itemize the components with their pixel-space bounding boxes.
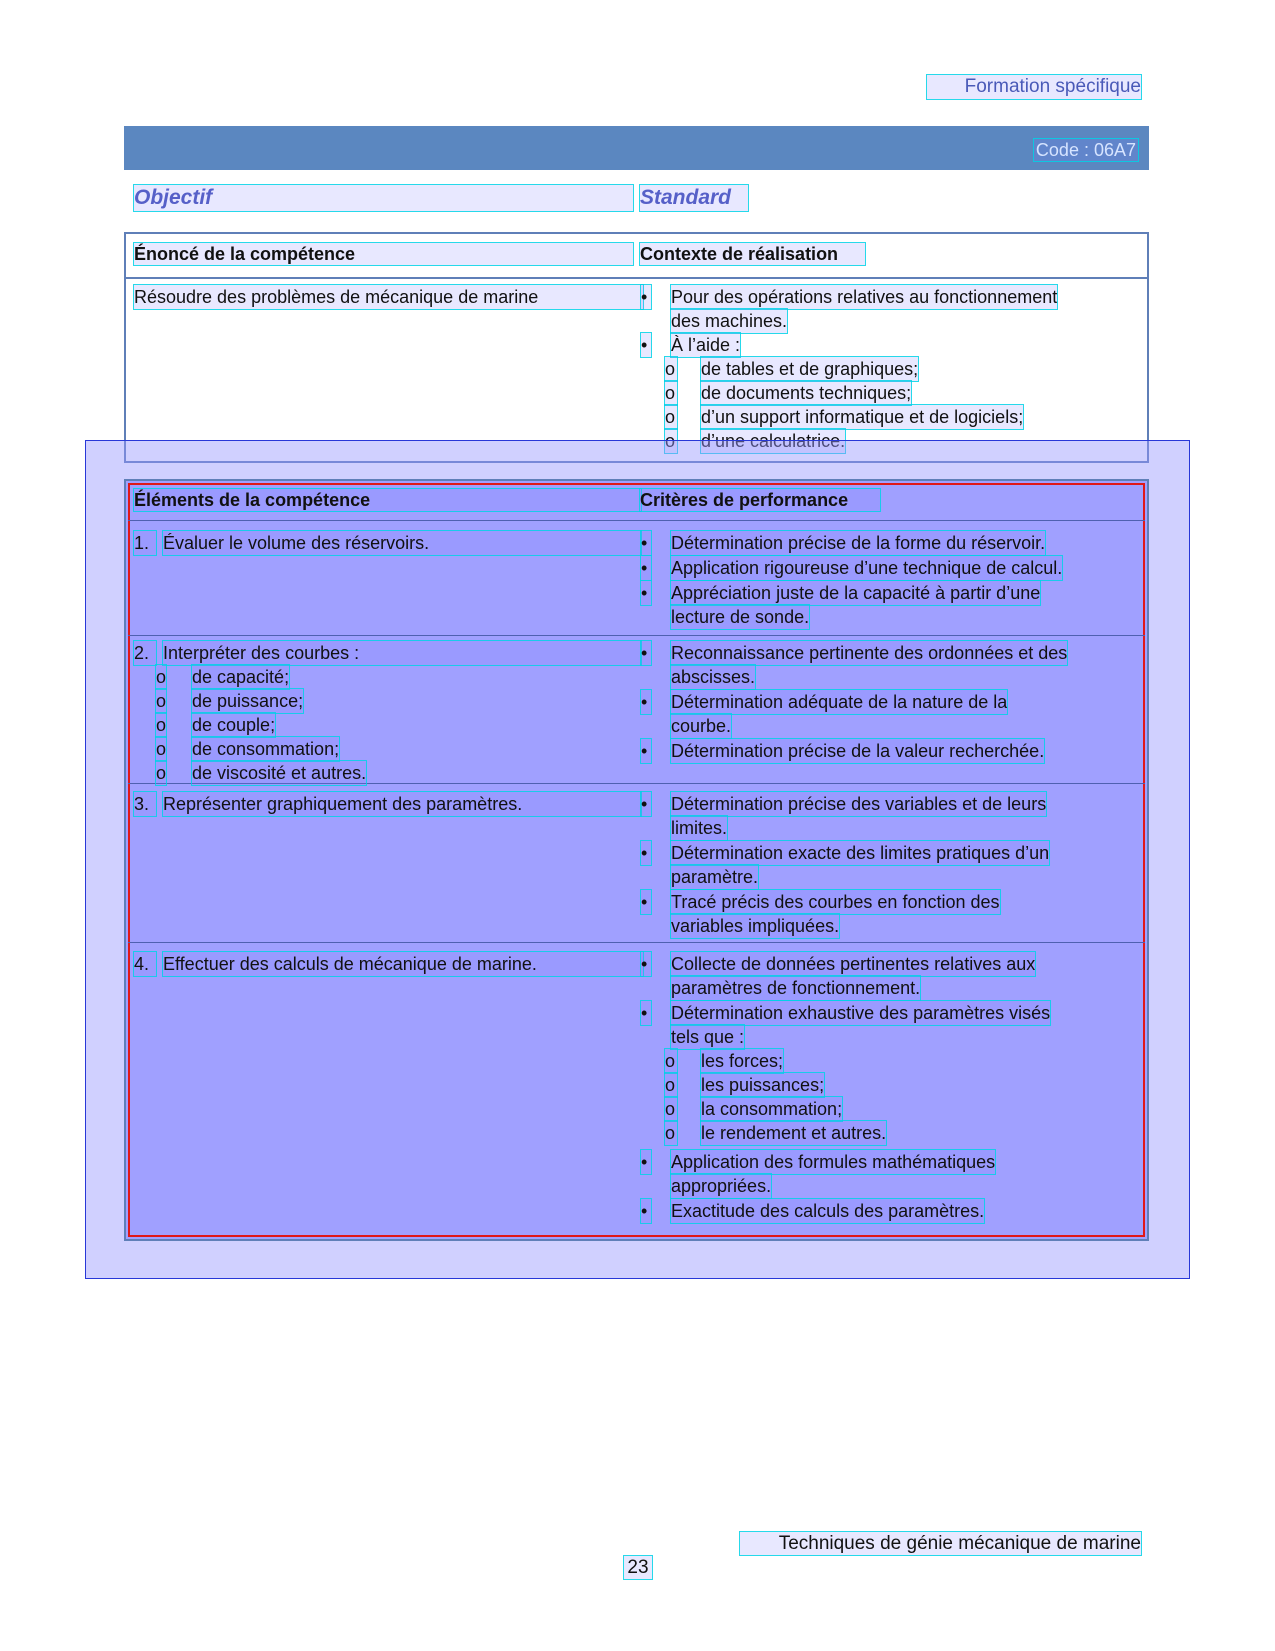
criteria-text: courbe. — [671, 716, 732, 736]
elements-header: Éléments de la compétence — [134, 489, 641, 511]
code-bar — [124, 126, 1149, 170]
criteria-subitem: les forces; — [701, 1051, 784, 1071]
criteria-text: Détermination précise des variables et de leurs — [671, 794, 1047, 814]
element-sub-marker: o — [156, 739, 167, 759]
criteria-text: Application rigoureuse d’une technique de calcul. — [671, 558, 1063, 578]
bullet-marker: • — [641, 285, 651, 309]
row-separator — [128, 635, 1145, 636]
sub-bullet-marker: o — [665, 431, 676, 451]
course-code: Code : 06A7 — [1035, 140, 1136, 160]
criteria-text: Appréciation juste de la capacité à partir d’une — [671, 583, 1041, 603]
criteria-subitem: la consommation; — [701, 1099, 843, 1119]
criteria-text: limites. — [671, 818, 728, 838]
element-subitem: de consommation; — [192, 739, 340, 759]
program-label: Formation spécifique — [927, 75, 1141, 99]
criteria-text: Reconnaissance pertinente des ordonnées et des — [671, 643, 1068, 663]
competence-statement: Résoudre des problèmes de mécanique de marine — [134, 285, 643, 309]
criteria-text: Collecte de données pertinentes relatives aux — [671, 954, 1036, 974]
element-text: Évaluer le volume des réservoirs. — [163, 531, 641, 555]
criteria-bullet: • — [641, 531, 651, 555]
objective-title: Objectif — [134, 185, 633, 211]
context-item: de tables et de graphiques; — [701, 359, 919, 379]
criteria-bullet: • — [641, 641, 651, 665]
element-sub-marker: o — [156, 691, 167, 711]
criteria-text: Détermination adéquate de la nature de la — [671, 692, 1008, 712]
sub-bullet-marker: o — [665, 359, 676, 379]
criteria-text: Détermination précise de la valeur recherchée. — [671, 741, 1045, 761]
element-number: 3. — [134, 792, 156, 816]
context-item-continued: des machines. — [671, 311, 788, 331]
criteria-bullet: • — [641, 556, 651, 580]
page-number: 23 — [624, 1556, 652, 1579]
criteria-bullet: • — [641, 1001, 651, 1025]
criteria-text: paramètre. — [671, 867, 759, 887]
criteria-sub-marker: o — [665, 1051, 676, 1071]
element-text: Représenter graphiquement des paramètres. — [163, 792, 641, 816]
criteria-bullet: • — [641, 581, 651, 605]
table-divider — [126, 277, 1147, 279]
criteria-text: variables impliquées. — [671, 916, 840, 936]
context-item: d’une calculatrice. — [701, 431, 846, 451]
criteria-bullet: • — [641, 890, 651, 914]
footer-program-title: Techniques de génie mécanique de marine — [740, 1532, 1141, 1555]
criteria-bullet: • — [641, 690, 651, 714]
criteria-text: Application des formules mathématiques — [671, 1152, 996, 1172]
sub-bullet-marker: o — [665, 383, 676, 403]
criteria-sub-marker: o — [665, 1099, 676, 1119]
element-number: 1. — [134, 531, 156, 555]
criteria-bullet: • — [641, 1150, 651, 1174]
criteria-subitem: les puissances; — [701, 1075, 825, 1095]
criteria-text: Détermination précise de la forme du réservoir. — [671, 533, 1046, 553]
element-sub-marker: o — [156, 715, 167, 735]
criteria-header: Critères de performance — [640, 489, 880, 511]
element-number: 4. — [134, 952, 156, 976]
standard-title: Standard — [640, 185, 748, 211]
element-text: Effectuer des calculs de mécanique de marine. — [163, 952, 643, 976]
criteria-bullet: • — [641, 1199, 651, 1223]
element-sub-marker: o — [156, 763, 167, 783]
context-item: Pour des opérations relatives au fonctionnement — [671, 287, 1058, 307]
statement-header: Énoncé de la compétence — [134, 243, 633, 265]
element-number: 2. — [134, 641, 156, 665]
criteria-text: lecture de sonde. — [671, 607, 810, 627]
criteria-text: Détermination exhaustive des paramètres visés — [671, 1003, 1051, 1023]
criteria-text: Exactitude des calculs des paramètres. — [671, 1201, 985, 1221]
criteria-bullet: • — [641, 739, 651, 763]
context-item: de documents techniques; — [701, 383, 912, 403]
criteria-text: Tracé précis des courbes en fonction des — [671, 892, 1000, 912]
context-header: Contexte de réalisation — [640, 243, 865, 265]
criteria-text: paramètres de fonctionnement. — [671, 978, 921, 998]
criteria-sub-marker: o — [665, 1123, 676, 1143]
criteria-bullet: • — [641, 841, 651, 865]
criteria-subitem: le rendement et autres. — [701, 1123, 887, 1143]
element-text: Interpréter des courbes : — [163, 641, 641, 665]
bullet-marker: • — [641, 333, 651, 357]
criteria-text: Détermination exacte des limites pratiques d’un — [671, 843, 1050, 863]
context-item: À l’aide : — [671, 335, 741, 355]
criteria-sub-marker: o — [665, 1075, 676, 1095]
row-separator — [128, 942, 1145, 943]
element-subitem: de couple; — [192, 715, 276, 735]
element-subitem: de puissance; — [192, 691, 304, 711]
sub-bullet-marker: o — [665, 407, 676, 427]
element-sub-marker: o — [156, 667, 167, 687]
element-subitem: de capacité; — [192, 667, 290, 687]
element-subitem: de viscosité et autres. — [192, 763, 367, 783]
criteria-text: appropriées. — [671, 1176, 772, 1196]
criteria-text: abscisses. — [671, 667, 756, 687]
row-separator — [128, 520, 1145, 521]
context-item: d’un support informatique et de logiciels; — [701, 407, 1024, 427]
criteria-bullet: • — [641, 952, 651, 976]
criteria-bullet: • — [641, 792, 651, 816]
criteria-text: tels que : — [671, 1027, 745, 1047]
